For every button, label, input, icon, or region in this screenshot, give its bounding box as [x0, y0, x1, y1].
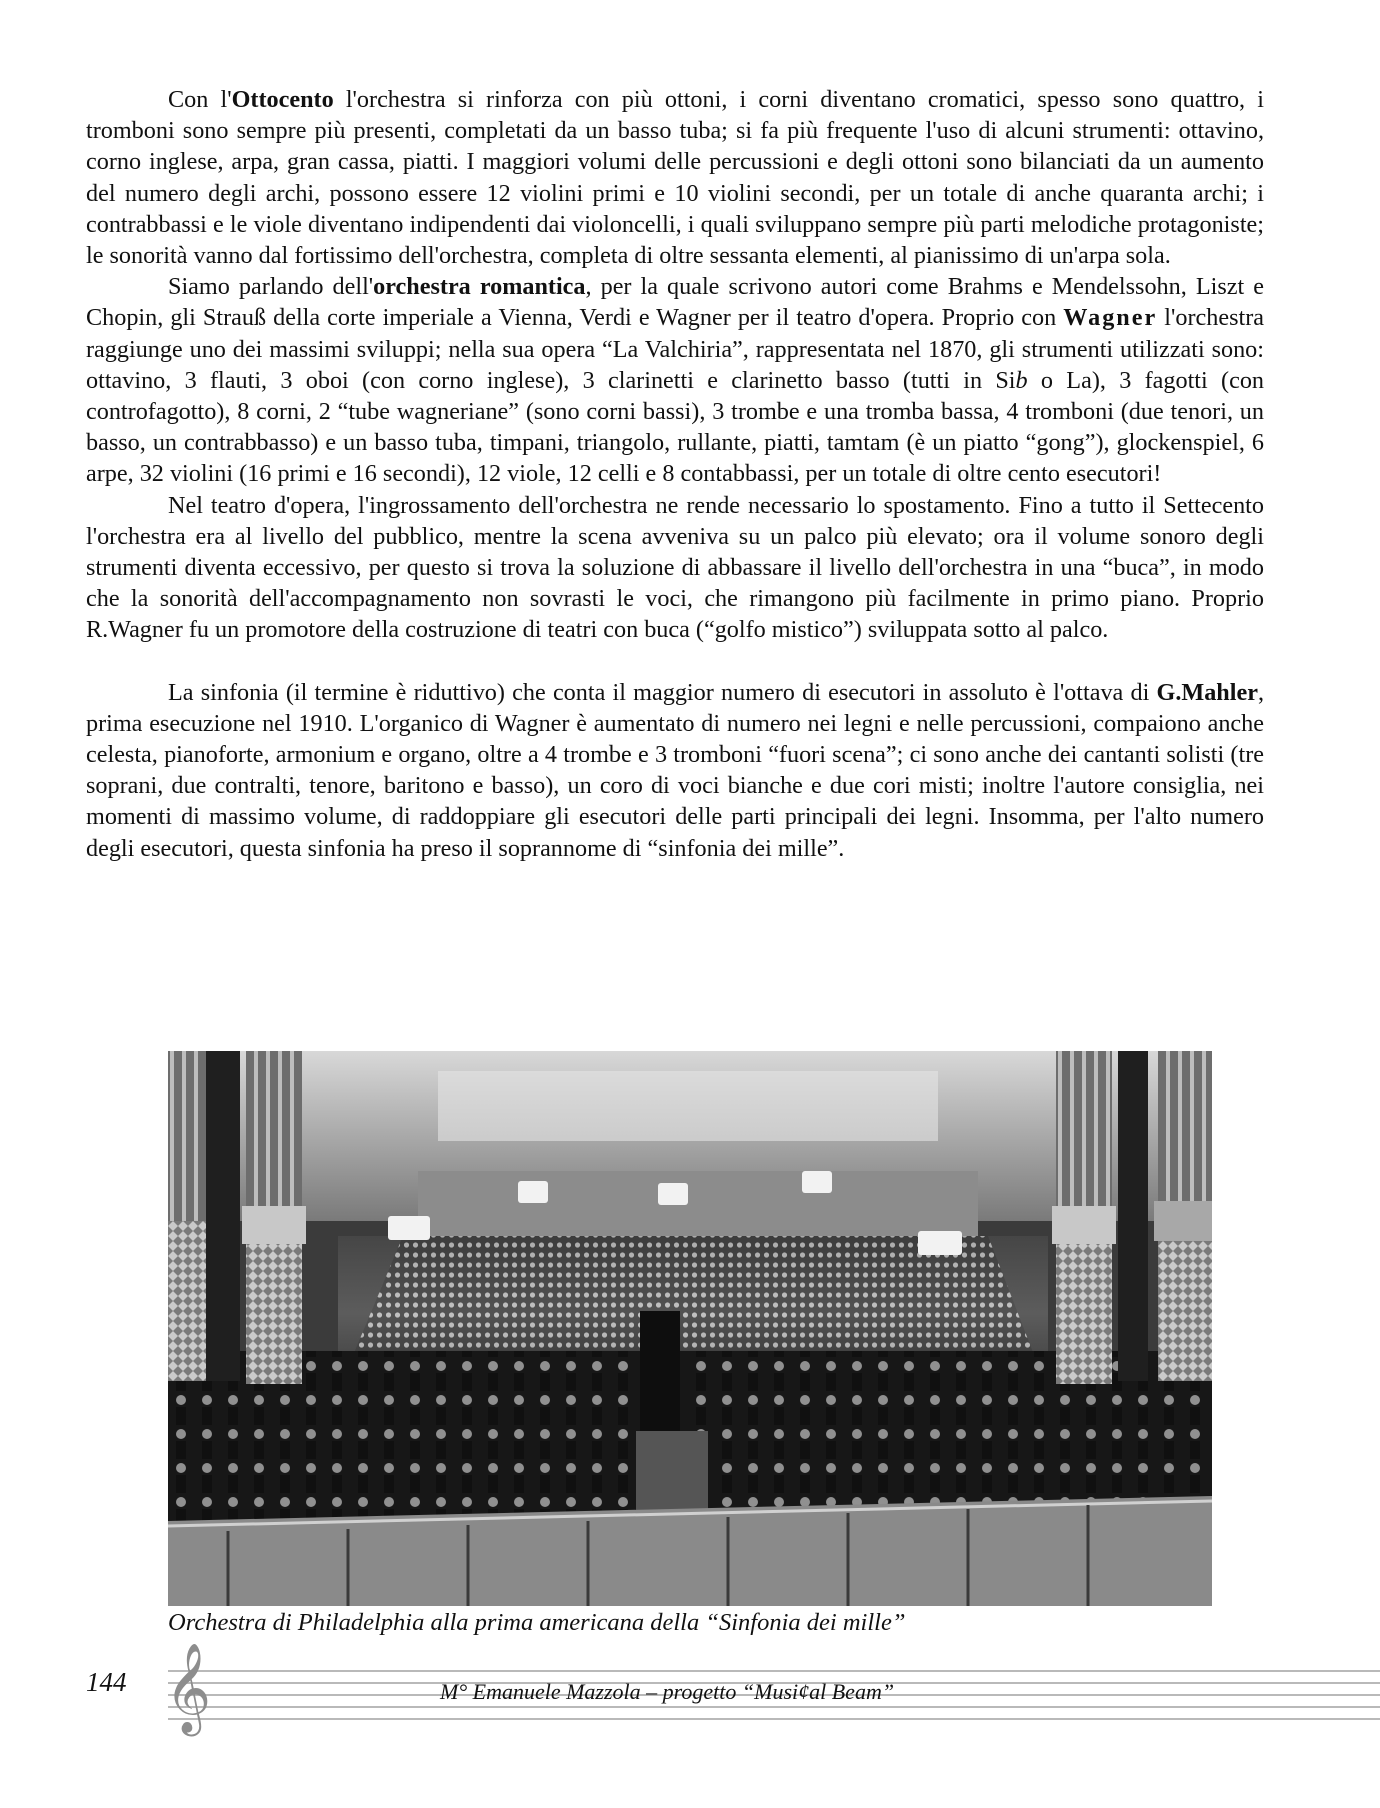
- body-text: [86, 84, 1264, 864]
- term-mahler: G.Mahler: [1156, 678, 1258, 706]
- term-wagner: Wagner: [1063, 304, 1158, 332]
- staff-line: [168, 1706, 1380, 1708]
- paragraph-teatro-opera: Nel teatro d'opera, l'ingrossamento dell'orchestra ne rende necessario lo spostamento. Fino a tutto il Settecento l'orchestra era al livello del pubblico, mentre la scena avveniva su un palco più elevato; ora il volume sonoro degli strumenti diventa eccessivo, per questo si trova la soluzione di abbassare il livello dell'orchestra in una “buca”, in modo che la sonorità dell'accompagnamento non sovrasti le voci, che rimangono più facilmente in primo piano. Proprio R.Wagner fu un promotore della costruzione di teatri con buca (“golfo mistico”) sviluppata sotto al palco.: [86, 491, 1264, 644]
- term-orchestra-romantica: orchestra romantica: [373, 273, 586, 301]
- photo-caption: Orchestra di Philadelphia alla prima americana della “Sinfonia dei mille”: [168, 1609, 906, 1636]
- paragraph-mahler: La sinfonia (il termine è riduttivo) che conta il maggior numero di esecutori in assoluto è l'ottava di G.Mahler, prima esecuzione nel 1910. L'organico di Wagner è aumentato di numero nei legni e nelle percussioni, compaiono anche celesta, pianoforte, armonium e organo, oltre a 4 trombe e 3 tromboni “fuori scena”; ci sono anche dei cantanti solisti (tre soprani, due contralti, tenore, baritono e basso), un coro di voci bianche e due cori misti; inoltre l'autore consiglia, nei momenti di massimo volume, di raddoppiare gli esecutori delle parti principali dei legni. Insomma, per l'alto numero degli esecutori, questa sinfonia ha preso il soprannome di “sinfonia dei mille”.: [86, 678, 1264, 862]
- flat-symbol: b: [1015, 366, 1028, 394]
- paragraph-orchestra-romantica: Siamo parlando dell'orchestra romantica, per la quale scrivono autori come Brahms e Mendelssohn, Liszt e Chopin, gli Strauß della corte imperiale a Vienna, Verdi e Wagner per il teatro d'opera. Proprio con Wagner l'orchestra raggiunge uno dei massimi sviluppi; nella sua opera “La Valchiria”, rappresentata nel 1870, gli strumenti utilizzati sono: ottavino, 3 flauti, 3 oboi (con corno inglese), 3 clarinetti e clarinetto basso (tutti in Sib o La), 3 fagotti (con controfagotto), 8 corni, 2 “tube wagneriane” (sono corni bassi), 3 trombe e una tromba bassa, 4 tromboni (due tenori, un basso, un contrabbasso) e un basso tuba, timpani, triangolo, rullante, piatti, tamtam (è un piatto “gong”), glockenspiel, 6 arpe, 32 violini (16 primi e 16 secondi), 12 viole, 12 celli e 8 contabbassi, per un totale di oltre cento esecutori!: [86, 273, 1265, 488]
- staff-line: [168, 1718, 1380, 1720]
- treble-clef-icon: 𝄞: [165, 1643, 212, 1733]
- page-footer: [0, 1643, 1380, 1765]
- orchestra-photo: [168, 1051, 1212, 1606]
- term-ottocento: Ottocento: [231, 86, 334, 113]
- staff-line: [168, 1670, 1380, 1672]
- page-number: 144: [86, 1667, 127, 1697]
- author-credit: M° Emanuele Mazzola – progetto “Musi¢al Beam”: [440, 1679, 895, 1704]
- paragraph-ottocento: Con l'Ottocento l'orchestra si rinforza con più ottoni, i corni diventano cromatici, spesso sono quattro, i tromboni sono sempre più presenti, completati da un basso tuba; si fa più frequente l'uso di alcuni strumenti: ottavino, corno inglese, arpa, gran cassa, piatti. I maggiori volumi delle percussioni e degli ottoni sono bilanciati da un aumento del numero degli archi, possono essere 12 violini primi e 10 violini secondi, per un totale di anche quaranta archi; i contrabbassi e le viole diventano indipendenti dai violoncelli, i quali sviluppano sempre più parti melodiche protagoniste; le sonorità vanno dal fortissimo dell'orchestra, completa di oltre sessanta elementi, al pianissimo di un'arpa sola.: [86, 86, 1264, 270]
